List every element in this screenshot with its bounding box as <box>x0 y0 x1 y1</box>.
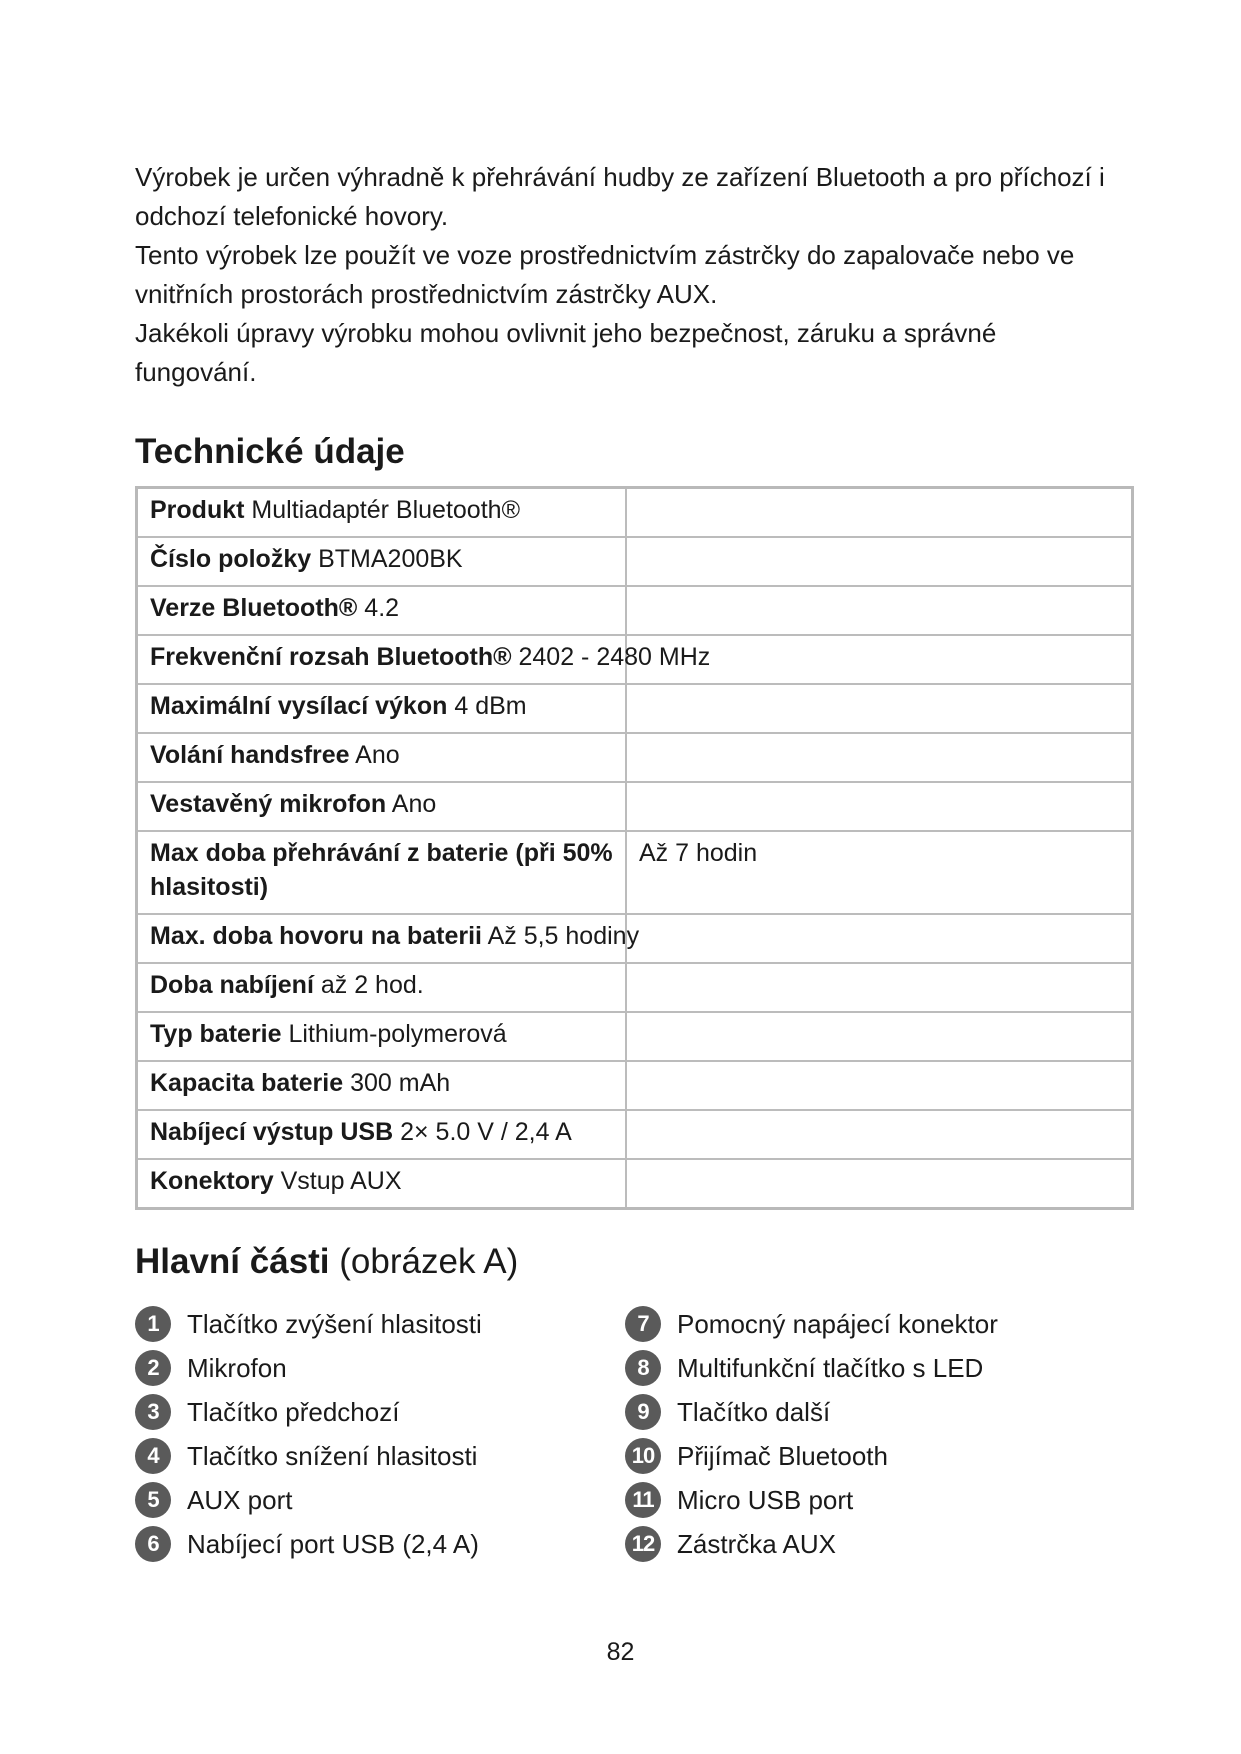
spec-key: Doba nabíjení <box>150 971 314 999</box>
spec-cell <box>137 831 627 914</box>
part-label: Nabíjecí port USB (2,4 A) <box>187 1528 479 1559</box>
spec-row <box>137 782 1133 831</box>
spec-key: Frekvenční rozsah Bluetooth® <box>150 643 512 671</box>
spec-key: Kapacita baterie <box>150 1069 344 1097</box>
spec-cell-secondary <box>626 586 1133 635</box>
part-label: Tlačítko snížení hlasitosti <box>187 1440 478 1471</box>
spec-key: Produkt <box>150 496 245 524</box>
part-number-badge: 10 <box>625 1438 661 1474</box>
spec-cell-secondary <box>626 1110 1133 1159</box>
spec-cell <box>137 1159 627 1209</box>
spec-value: 4.2 <box>364 594 400 622</box>
spec-cell-secondary <box>626 914 1133 963</box>
part-item <box>135 1346 625 1390</box>
part-number-badge: 5 <box>135 1482 171 1518</box>
spec-cell-secondary <box>626 782 1133 831</box>
spec-row <box>137 914 1133 963</box>
spec-row <box>137 1110 1133 1159</box>
spec-cell-secondary <box>626 733 1133 782</box>
spec-row <box>137 963 1133 1012</box>
main-parts-heading-figure: (obrázek A) <box>339 1242 519 1281</box>
spec-key: Maximální vysílací výkon <box>150 692 448 720</box>
part-number-badge: 3 <box>135 1394 171 1430</box>
intro-text <box>135 158 1115 392</box>
spec-value: 2402 - 2480 MHz <box>518 643 711 671</box>
document-page <box>135 158 1115 1566</box>
spec-value: Ano <box>355 741 400 769</box>
technical-data-heading: Technické údaje <box>135 432 405 471</box>
spec-cell <box>137 963 627 1012</box>
part-label: Tlačítko další <box>677 1396 831 1427</box>
part-number-badge: 12 <box>625 1526 661 1562</box>
spec-value: 2× 5.0 V / 2,4 A <box>400 1118 572 1146</box>
spec-row <box>137 733 1133 782</box>
spec-cell-secondary <box>626 1159 1133 1209</box>
part-item <box>135 1478 625 1522</box>
spec-row <box>137 1012 1133 1061</box>
spec-cell-secondary <box>626 488 1133 538</box>
spec-row <box>137 488 1133 538</box>
part-item <box>135 1522 625 1566</box>
part-number-badge: 1 <box>135 1306 171 1342</box>
spec-key: Vestavěný mikrofon <box>150 790 387 818</box>
spec-cell <box>137 586 627 635</box>
part-label: Pomocný napájecí konektor <box>677 1308 998 1339</box>
spec-value: 300 mAh <box>350 1069 451 1097</box>
part-label: Micro USB port <box>677 1484 854 1515</box>
part-label: Multifunkční tlačítko s LED <box>677 1352 984 1383</box>
spec-row <box>137 635 1133 684</box>
part-label: Tlačítko zvýšení hlasitosti <box>187 1308 482 1339</box>
part-item <box>625 1522 1115 1566</box>
part-number-badge: 8 <box>625 1350 661 1386</box>
spec-cell-secondary <box>626 831 1133 914</box>
part-item <box>625 1302 1115 1346</box>
part-number-badge: 6 <box>135 1526 171 1562</box>
spec-row <box>137 1159 1133 1209</box>
intro-paragraph: Jakékoli úpravy výrobku mohou ovlivnit jeho bezpečnost, záruku a správné fungování. <box>135 318 997 387</box>
spec-value: Až 5,5 hodiny <box>487 922 640 950</box>
spec-row <box>137 586 1133 635</box>
spec-cell-secondary <box>626 684 1133 733</box>
part-number-badge: 9 <box>625 1394 661 1430</box>
part-number-badge: 11 <box>625 1482 661 1518</box>
spec-key: Max. doba hovoru na baterii <box>150 922 482 950</box>
spec-cell-secondary <box>626 1012 1133 1061</box>
spec-key: Nabíjecí výstup USB <box>150 1118 394 1146</box>
spec-cell <box>137 1012 627 1061</box>
main-parts-heading-bold: Hlavní části <box>135 1242 330 1281</box>
spec-cell <box>137 1061 627 1110</box>
main-parts-heading <box>135 1240 1115 1284</box>
spec-key: Max doba přehrávání z baterie (při 50% hlasitosti) <box>150 839 613 901</box>
spec-value: 4 dBm <box>454 692 527 720</box>
parts-column-left <box>135 1302 625 1566</box>
spec-key: Typ baterie <box>150 1020 282 1048</box>
spec-value: BTMA200BK <box>318 545 463 573</box>
spec-key: Konektory <box>150 1167 274 1195</box>
part-label: AUX port <box>187 1484 293 1515</box>
spec-cell <box>137 537 627 586</box>
parts-list <box>135 1302 1115 1566</box>
part-item <box>625 1434 1115 1478</box>
part-number-badge: 2 <box>135 1350 171 1386</box>
part-item <box>135 1434 625 1478</box>
spec-row <box>137 537 1133 586</box>
part-label: Mikrofon <box>187 1352 287 1383</box>
spec-cell <box>137 1110 627 1159</box>
spec-cell-secondary <box>626 1061 1133 1110</box>
spec-cell-secondary <box>626 537 1133 586</box>
spec-cell <box>137 782 627 831</box>
spec-value: Multiadaptér Bluetooth® <box>251 496 520 524</box>
spec-value: Lithium-polymerová <box>288 1020 507 1048</box>
spec-cell-secondary <box>626 963 1133 1012</box>
parts-column-right <box>625 1302 1115 1566</box>
spec-cell <box>137 684 627 733</box>
part-item <box>625 1346 1115 1390</box>
spec-cell <box>137 488 627 538</box>
spec-row <box>137 831 1133 914</box>
page-number: 82 <box>606 1638 635 1666</box>
part-item <box>135 1302 625 1346</box>
spec-value: Až 7 hodin <box>639 839 758 867</box>
part-number-badge: 7 <box>625 1306 661 1342</box>
part-item <box>625 1478 1115 1522</box>
part-label: Přijímač Bluetooth <box>677 1440 888 1471</box>
part-label: Tlačítko předchozí <box>187 1396 400 1427</box>
part-item <box>135 1390 625 1434</box>
intro-paragraph: Výrobek je určen výhradně k přehrávání hudby ze zařízení Bluetooth a pro příchozí i odchozí telefonické hovory. <box>135 162 1105 231</box>
spec-value: až 2 hod. <box>320 971 424 999</box>
part-number-badge: 4 <box>135 1438 171 1474</box>
spec-value: Ano <box>391 790 437 818</box>
spec-value: Vstup AUX <box>280 1167 402 1195</box>
spec-key: Číslo položky <box>150 545 312 573</box>
intro-paragraph: Tento výrobek lze použít ve voze prostřednictvím zástrčky do zapalovače nebo ve vnitřních prostorách prostřednictvím zástrčky AUX. <box>135 240 1075 309</box>
spec-cell <box>137 914 640 963</box>
spec-row <box>137 684 1133 733</box>
specs-table <box>135 486 1134 1210</box>
spec-cell <box>137 635 711 684</box>
spec-key: Verze Bluetooth® <box>150 594 358 622</box>
spec-row <box>137 1061 1133 1110</box>
part-item <box>625 1390 1115 1434</box>
spec-cell <box>137 733 627 782</box>
spec-key: Volání handsfree <box>150 741 350 769</box>
part-label: Zástrčka AUX <box>677 1528 836 1559</box>
